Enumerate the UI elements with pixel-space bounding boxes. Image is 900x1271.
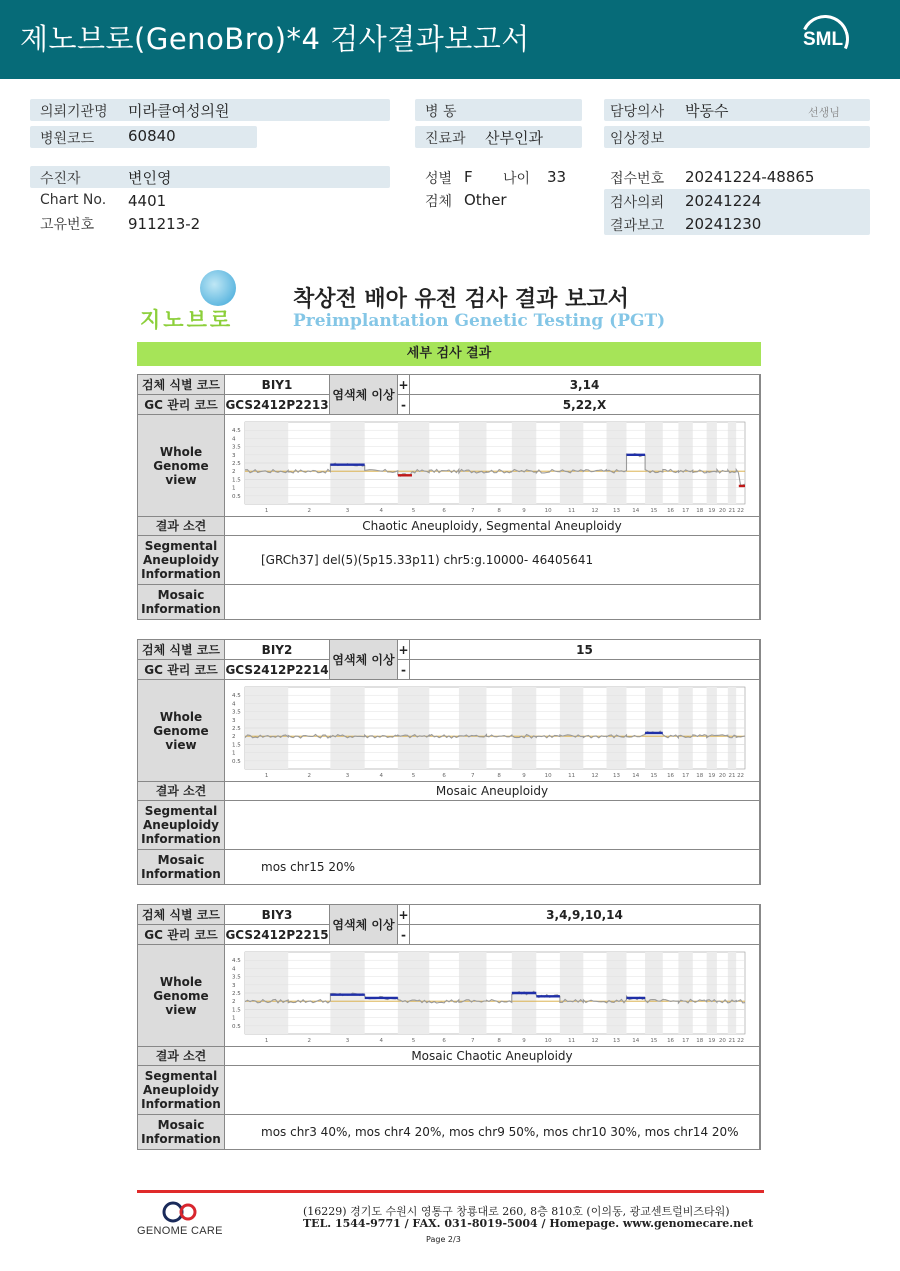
genome-care-icon [161, 1200, 201, 1224]
x-tick-label: 16 [667, 1038, 675, 1044]
y-tick-label: 1 [232, 485, 236, 492]
x-tick-label: 3 [345, 773, 350, 779]
x-tick-label: 17 [682, 1038, 690, 1044]
gc-code-value: GCS2412P2214 [225, 660, 330, 680]
x-tick-label: 12 [591, 508, 599, 514]
footer-address: (16229) 경기도 수원시 영통구 창룡대로 260, 8층 810호 (이의동, 광교센트럴비즈타워) [303, 1205, 730, 1218]
mosaic-info-value: mos chr3 40%, mos chr4 20%, mos chr9 50%, mos chr10 30%, mos chr14 20% [225, 1115, 760, 1150]
y-tick-label: 1.5 [232, 1007, 241, 1014]
institution-value: 미라클여성의원 [128, 102, 230, 120]
y-tick-label: 2.5 [232, 461, 241, 467]
finding-label: 결과 소견 [138, 517, 225, 536]
gain-chromosomes: 3,4,9,10,14 [410, 905, 760, 925]
embryo-result-table [137, 639, 761, 885]
sex-value: F [464, 168, 473, 186]
receipt-value: 20241224-48865 [685, 168, 815, 186]
pgt-report-subtitle: Preimplantation Genetic Testing (PGT) [293, 311, 666, 331]
finding-label: 결과 소견 [138, 782, 225, 801]
whole-genome-plot [231, 948, 751, 1044]
gain-sign: + [398, 905, 410, 925]
y-tick-label: 3.5 [232, 974, 241, 981]
y-tick-label: 1.5 [232, 477, 241, 484]
x-tick-label: 18 [696, 773, 704, 779]
x-tick-label: 6 [442, 1038, 446, 1044]
x-tick-label: 22 [737, 1038, 745, 1044]
x-tick-label: 10 [544, 508, 552, 514]
x-tick-label: 14 [632, 1038, 640, 1044]
x-tick-label: 19 [708, 508, 716, 514]
x-tick-label: 3 [345, 508, 350, 514]
footer-contact: TEL. 1544-9771 / FAX. 031-8019-5004 / Homepage. www.genomecare.net [303, 1217, 754, 1230]
x-tick-label: 19 [708, 1038, 716, 1044]
x-tick-label: 16 [667, 508, 675, 514]
loss-chromosomes: 5,22,X [410, 395, 760, 415]
y-tick-label: 3 [232, 717, 236, 724]
loss-chromosomes [410, 925, 760, 945]
y-tick-label: 2 [232, 469, 236, 476]
x-tick-label: 17 [682, 508, 690, 514]
x-tick-label: 20 [718, 508, 726, 514]
unique-no-label: 고유번호 [40, 217, 95, 233]
x-tick-label: 9 [522, 773, 526, 779]
x-tick-label: 4 [379, 773, 384, 779]
department-label: 진료과 [425, 131, 466, 147]
x-tick-label: 4 [379, 1038, 384, 1044]
whole-genome-view-label: Whole Genome view [138, 945, 225, 1047]
x-tick-label: 15 [650, 773, 658, 779]
finding-value: Chaotic Aneuploidy, Segmental Aneuploidy [225, 517, 760, 536]
y-tick-label: 3 [232, 982, 236, 989]
y-tick-label: 4 [232, 701, 236, 708]
whole-genome-plot [231, 418, 751, 514]
specimen-value: Other [464, 191, 507, 209]
sample-id-value: BIY2 [225, 640, 330, 660]
y-tick-label: 2.5 [232, 991, 241, 997]
x-tick-label: 5 [411, 1038, 416, 1044]
mosaic-info-label: Mosaic Information [138, 585, 225, 620]
y-tick-label: 3 [232, 452, 236, 459]
x-tick-label: 2 [307, 1038, 312, 1044]
x-tick-label: 13 [613, 1038, 621, 1044]
x-tick-label: 18 [696, 1038, 704, 1044]
segmental-info-label: Segmental Aneuploidy Information [138, 536, 225, 585]
gain-sign: + [398, 640, 410, 660]
x-tick-label: 7 [470, 773, 475, 779]
request-date-label: 검사의뢰 [610, 195, 665, 211]
clinical-label: 임상정보 [610, 131, 665, 147]
y-tick-label: 4.5 [232, 693, 241, 700]
loss-sign: - [398, 925, 410, 945]
department-value: 산부인과 [485, 129, 543, 147]
y-tick-label: 4.5 [232, 958, 241, 965]
x-tick-label: 1 [264, 773, 269, 779]
x-tick-label: 14 [632, 773, 640, 779]
x-tick-label: 2 [307, 773, 312, 779]
x-tick-label: 1 [264, 1038, 269, 1044]
x-tick-label: 22 [737, 773, 745, 779]
segmental-info-value [225, 1066, 760, 1115]
doctor-value: 박동수 [685, 102, 729, 120]
report-title: 제노브로(GenoBro)*4 검사결과보고서 [20, 22, 530, 56]
patient-label: 수진자 [40, 171, 81, 187]
y-tick-label: 0.5 [232, 758, 241, 765]
x-tick-label: 7 [470, 1038, 475, 1044]
x-tick-label: 9 [522, 508, 526, 514]
genome-care-logo [137, 1200, 232, 1240]
x-tick-label: 11 [568, 1038, 576, 1044]
request-date-value: 20241224 [685, 192, 762, 210]
hospital-code-value: 60840 [128, 127, 176, 145]
y-tick-label: 2 [232, 734, 236, 741]
sml-logo-text: SML [803, 29, 844, 50]
mosaic-info-value [225, 585, 760, 620]
y-tick-label: 4 [232, 436, 236, 443]
x-tick-label: 8 [497, 773, 501, 779]
gain-chromosomes: 3,14 [410, 375, 760, 395]
x-tick-label: 18 [696, 508, 704, 514]
y-tick-label: 4 [232, 966, 236, 973]
gc-code-label: GC 관리 코드 [138, 660, 225, 680]
x-tick-label: 21 [728, 508, 736, 514]
specimen-label: 검체 [425, 194, 453, 210]
loss-sign: - [398, 660, 410, 680]
chromosome-abnormality-label: 염색체 이상 [330, 375, 398, 415]
embryo-result-table [137, 904, 761, 1150]
sml-logo [797, 13, 853, 65]
y-tick-label: 1 [232, 750, 236, 757]
segmental-info-value [225, 801, 760, 850]
age-value: 33 [547, 168, 567, 186]
doctor-suffix: 선생님 [808, 106, 840, 119]
y-tick-label: 4.5 [232, 428, 241, 435]
x-tick-label: 12 [591, 1038, 599, 1044]
x-tick-label: 11 [568, 508, 576, 514]
y-tick-label: 3.5 [232, 444, 241, 451]
embryo-result-table [137, 374, 761, 620]
whole-genome-plot [231, 683, 751, 779]
sample-id-value: BIY3 [225, 905, 330, 925]
ward-label: 병 동 [425, 104, 457, 120]
institution-label: 의뢰기관명 [40, 104, 108, 120]
x-tick-label: 8 [497, 1038, 501, 1044]
chromosome-abnormality-label: 염색체 이상 [330, 640, 398, 680]
x-tick-label: 11 [568, 773, 576, 779]
x-tick-label: 15 [650, 508, 658, 514]
x-tick-label: 10 [544, 773, 552, 779]
report-date-label: 결과보고 [610, 218, 665, 234]
x-tick-label: 5 [411, 773, 416, 779]
report-date-value: 20241230 [685, 215, 762, 233]
x-tick-label: 21 [728, 773, 736, 779]
x-tick-label: 10 [544, 1038, 552, 1044]
segmental-info-label: Segmental Aneuploidy Information [138, 801, 225, 850]
chart-no-value: 4401 [128, 192, 167, 210]
x-tick-label: 1 [264, 508, 269, 514]
gain-chromosomes: 15 [410, 640, 760, 660]
x-tick-label: 20 [718, 773, 726, 779]
y-tick-label: 0.5 [232, 1023, 241, 1030]
segmental-info-label: Segmental Aneuploidy Information [138, 1066, 225, 1115]
x-tick-label: 22 [737, 508, 745, 514]
loss-chromosomes [410, 660, 760, 680]
x-tick-label: 9 [522, 1038, 526, 1044]
mosaic-info-value: mos chr15 20% [225, 850, 760, 885]
sample-id-label: 검체 식별 코드 [138, 640, 225, 660]
sample-id-label: 검체 식별 코드 [138, 375, 225, 395]
x-tick-label: 7 [470, 508, 475, 514]
x-tick-label: 17 [682, 773, 690, 779]
genome-care-text: GENOME CARE [137, 1225, 223, 1237]
pgt-report-title: 착상전 배아 유전 검사 결과 보고서 [293, 287, 629, 312]
segmental-info-value: [GRCh37] del(5)(5p15.33p11) chr5:g.10000- 46405641 [225, 536, 760, 585]
finding-value: Mosaic Aneuploidy [225, 782, 760, 801]
chromosome-abnormality-label: 염색체 이상 [330, 905, 398, 945]
x-tick-label: 6 [442, 508, 446, 514]
genobro-logo [140, 270, 255, 332]
x-tick-label: 15 [650, 1038, 658, 1044]
x-tick-label: 4 [379, 508, 384, 514]
unique-no-value: 911213-2 [128, 215, 201, 233]
genobro-logo-text: 지노브로 [140, 308, 234, 332]
gain-sign: + [398, 375, 410, 395]
finding-label: 결과 소견 [138, 1047, 225, 1066]
patient-row-bg [30, 166, 390, 188]
patient-value: 변인영 [128, 169, 172, 187]
y-tick-label: 1 [232, 1015, 236, 1022]
x-tick-label: 6 [442, 773, 446, 779]
x-tick-label: 13 [613, 508, 621, 514]
chart-no-label: Chart No. [40, 192, 107, 208]
y-tick-label: 2.5 [232, 726, 241, 732]
x-tick-label: 5 [411, 508, 416, 514]
doctor-label: 담당의사 [610, 104, 665, 120]
loss-sign: - [398, 395, 410, 415]
age-label: 나이 [503, 171, 531, 187]
dna-icon [200, 270, 236, 306]
gc-code-label: GC 관리 코드 [138, 925, 225, 945]
gc-code-label: GC 관리 코드 [138, 395, 225, 415]
whole-genome-view-label: Whole Genome view [138, 415, 225, 517]
y-tick-label: 0.5 [232, 493, 241, 500]
detail-results-header: 세부 검사 결과 [137, 342, 761, 366]
finding-value: Mosaic Chaotic Aneuploidy [225, 1047, 760, 1066]
gc-code-value: GCS2412P2215 [225, 925, 330, 945]
x-tick-label: 20 [718, 1038, 726, 1044]
y-tick-label: 3.5 [232, 709, 241, 716]
sample-id-label: 검체 식별 코드 [138, 905, 225, 925]
y-tick-label: 1.5 [232, 742, 241, 749]
report-header-bar [0, 0, 900, 79]
receipt-label: 접수번호 [610, 171, 665, 187]
page-number: Page 2/3 [426, 1235, 461, 1244]
sex-label: 성별 [425, 171, 453, 187]
y-tick-label: 2 [232, 999, 236, 1006]
hospital-code-label: 병원코드 [40, 131, 95, 147]
x-tick-label: 14 [632, 508, 640, 514]
x-tick-label: 16 [667, 773, 675, 779]
mosaic-info-label: Mosaic Information [138, 850, 225, 885]
gc-code-value: GCS2412P2213 [225, 395, 330, 415]
footer-divider [137, 1190, 764, 1193]
mosaic-info-label: Mosaic Information [138, 1115, 225, 1150]
x-tick-label: 21 [728, 1038, 736, 1044]
whole-genome-view-label: Whole Genome view [138, 680, 225, 782]
x-tick-label: 2 [307, 508, 312, 514]
x-tick-label: 12 [591, 773, 599, 779]
x-tick-label: 19 [708, 773, 716, 779]
sample-id-value: BIY1 [225, 375, 330, 395]
x-tick-label: 3 [345, 1038, 350, 1044]
x-tick-label: 8 [497, 508, 501, 514]
x-tick-label: 13 [613, 773, 621, 779]
